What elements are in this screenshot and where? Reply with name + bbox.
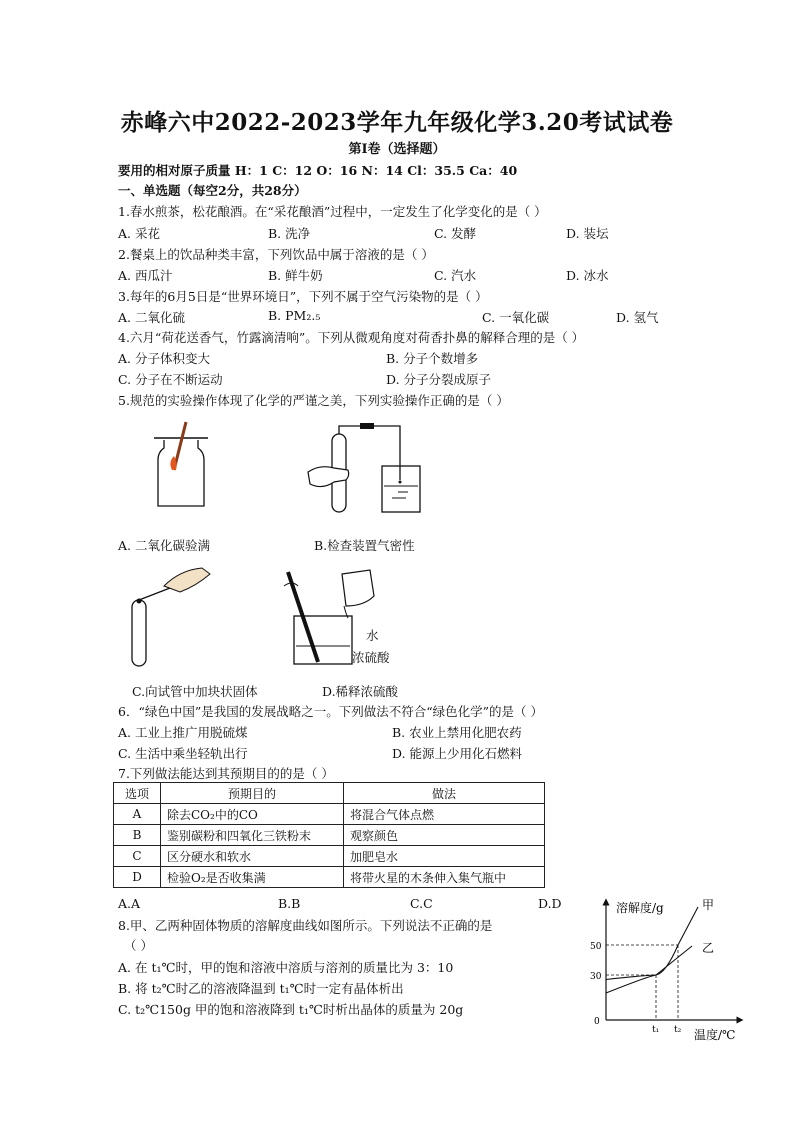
- y-tick-label: 50: [590, 942, 602, 952]
- table-cell: 鉴别碳粉和四氧化三铁粉末: [161, 825, 344, 846]
- question-6: 6．“绿色中国”是我国的发展战略之一。下列做法不符合“绿色化学”的是（ ）: [118, 704, 543, 719]
- q1-option-d[interactable]: D. 装坛: [566, 226, 609, 241]
- table-cell: 观察颜色: [344, 825, 545, 846]
- q8-option-a[interactable]: A. 在 t₁℃时，甲的饱和溶液中溶质与溶剂的质量比为 3：10: [118, 960, 454, 975]
- q6-option-a[interactable]: A. 工业上推广用脱硫煤: [118, 725, 248, 740]
- table-cell: A: [114, 804, 161, 825]
- series-curve-1: [606, 907, 698, 993]
- q4-option-b[interactable]: B. 分子个数增多: [386, 351, 479, 366]
- q5-option-c[interactable]: C.向试管中加块状固体: [132, 684, 258, 699]
- q1-option-a[interactable]: A. 采花: [118, 226, 160, 241]
- q3-option-c[interactable]: C. 一氧化碳: [482, 310, 550, 325]
- table-cell: 除去CO₂中的CO: [161, 804, 344, 825]
- figure-airtightness-check: [300, 420, 430, 520]
- q1-option-b[interactable]: B. 洗净: [268, 226, 311, 241]
- table-cell: C: [114, 846, 161, 867]
- table-cell: D: [114, 867, 161, 888]
- series-label: 甲: [702, 898, 715, 912]
- q5-option-b[interactable]: B.检查装置气密性: [314, 538, 415, 553]
- q7-option-b[interactable]: B.B: [278, 896, 301, 911]
- question-3: 3.每年的6月5日是“世界环境日”，下列不属于空气污染物的是（ ）: [118, 289, 488, 304]
- table-header: 选项: [114, 783, 161, 804]
- table-cell: 检验O₂是否收集满: [161, 867, 344, 888]
- table-row: [114, 846, 545, 867]
- q6-option-d[interactable]: D. 能源上少用化石燃料: [392, 746, 523, 761]
- table-header: 预期目的: [161, 783, 344, 804]
- table-row: [114, 804, 545, 825]
- page-title: 赤峰六中2022-2023学年九年级化学3.20考试试卷: [120, 109, 674, 136]
- q4-option-d[interactable]: D. 分子分裂成原子: [386, 372, 492, 387]
- table-cell: 加肥皂水: [344, 846, 545, 867]
- table-header: 做法: [344, 783, 545, 804]
- section-subtitle: 第Ⅰ卷（选择题）: [348, 142, 446, 157]
- table-row: [114, 825, 545, 846]
- figure-add-solid: [124, 560, 214, 670]
- x-tick-label: t₂: [674, 1025, 682, 1035]
- q8-option-b[interactable]: B. 将 t₂℃时乙的溶液降温到 t₁℃时一定有晶体析出: [118, 981, 404, 996]
- q5-option-d[interactable]: D.稀释浓硫酸: [322, 684, 399, 699]
- series-curve-2: [606, 946, 692, 980]
- solubility-chart: [590, 896, 750, 1046]
- x-axis-label: 温度/℃: [694, 1028, 736, 1042]
- q4-option-a[interactable]: A. 分子体积变大: [118, 351, 210, 366]
- q6-option-b[interactable]: B. 农业上禁用化肥农药: [392, 725, 522, 740]
- q7-table: [113, 782, 545, 888]
- q7-option-c[interactable]: C.C: [410, 896, 433, 911]
- q2-option-d[interactable]: D. 冰水: [566, 268, 609, 283]
- question-5: 5.规范的实验操作体现了化学的严谨之美，下列实验操作正确的是（ ）: [118, 393, 509, 408]
- y-tick-label: 30: [590, 972, 602, 982]
- label-water: 水: [366, 628, 379, 643]
- q2-option-a[interactable]: A. 西瓜汁: [118, 268, 173, 283]
- question-8-paren: （ ）: [124, 938, 153, 953]
- q7-option-a[interactable]: A.A: [118, 896, 141, 911]
- table-row: [114, 867, 545, 888]
- q3-option-d[interactable]: D. 氢气: [616, 310, 659, 325]
- q8-option-c[interactable]: C. t₂℃150g 甲的饱和溶液降到 t₁℃时析出晶体的质量为 20g: [118, 1002, 464, 1017]
- q6-option-c[interactable]: C. 生活中乘坐轻轨出行: [118, 746, 248, 761]
- q7-option-d[interactable]: D.D: [538, 896, 562, 911]
- q1-option-c[interactable]: C. 发酵: [434, 226, 477, 241]
- q5-option-a[interactable]: A. 二氧化碳验满: [118, 538, 210, 553]
- q4-option-c[interactable]: C. 分子在不断运动: [118, 372, 223, 387]
- q3-option-a[interactable]: A. 二氧化硫: [118, 310, 185, 325]
- x-tick-label: t₁: [652, 1025, 660, 1035]
- label-conc-sulfuric-acid: 浓硫酸: [352, 650, 390, 665]
- q2-option-c[interactable]: C. 汽水: [434, 268, 477, 283]
- series-label: 乙: [702, 941, 715, 955]
- q2-option-b[interactable]: B. 鲜牛奶: [268, 268, 323, 283]
- table-cell: B: [114, 825, 161, 846]
- table-header-row: [114, 783, 545, 804]
- question-4: 4.六月“荷花送香气，竹露滴清响”。下列从微观角度对荷香扑鼻的解释合理的是（ ）: [118, 330, 585, 345]
- question-7: 7.下列做法能达到其预期目的的是（ ）: [118, 766, 334, 781]
- q3-option-b[interactable]: B. PM₂.₅: [268, 308, 321, 323]
- table-cell: 将带火星的木条伸入集气瓶中: [344, 867, 545, 888]
- question-8: 8.甲、乙两种固体物质的溶解度曲线如图所示。下列说法不正确的是: [118, 918, 493, 933]
- figure-co2-full-check: [150, 418, 220, 513]
- table-cell: 区分硬水和软水: [161, 846, 344, 867]
- y-axis-label: 溶解度/g: [616, 901, 664, 915]
- question-1: 1.春水煎茶，松花酿酒。在“采花酿酒”过程中，一定发生了化学变化的是（ ）: [118, 204, 547, 219]
- section-heading: 一、单选题（每空2分，共28分）: [118, 183, 307, 198]
- atomic-masses: 要用的相对原子质量 H：1 C：12 O：16 N：14 Cl：35.5 Ca：40: [118, 163, 518, 178]
- question-2: 2.餐桌上的饮品种类丰富，下列饮品中属于溶液的是（ ）: [118, 247, 434, 262]
- table-cell: 将混合气体点燃: [344, 804, 545, 825]
- y-tick-label: 0: [594, 1017, 600, 1027]
